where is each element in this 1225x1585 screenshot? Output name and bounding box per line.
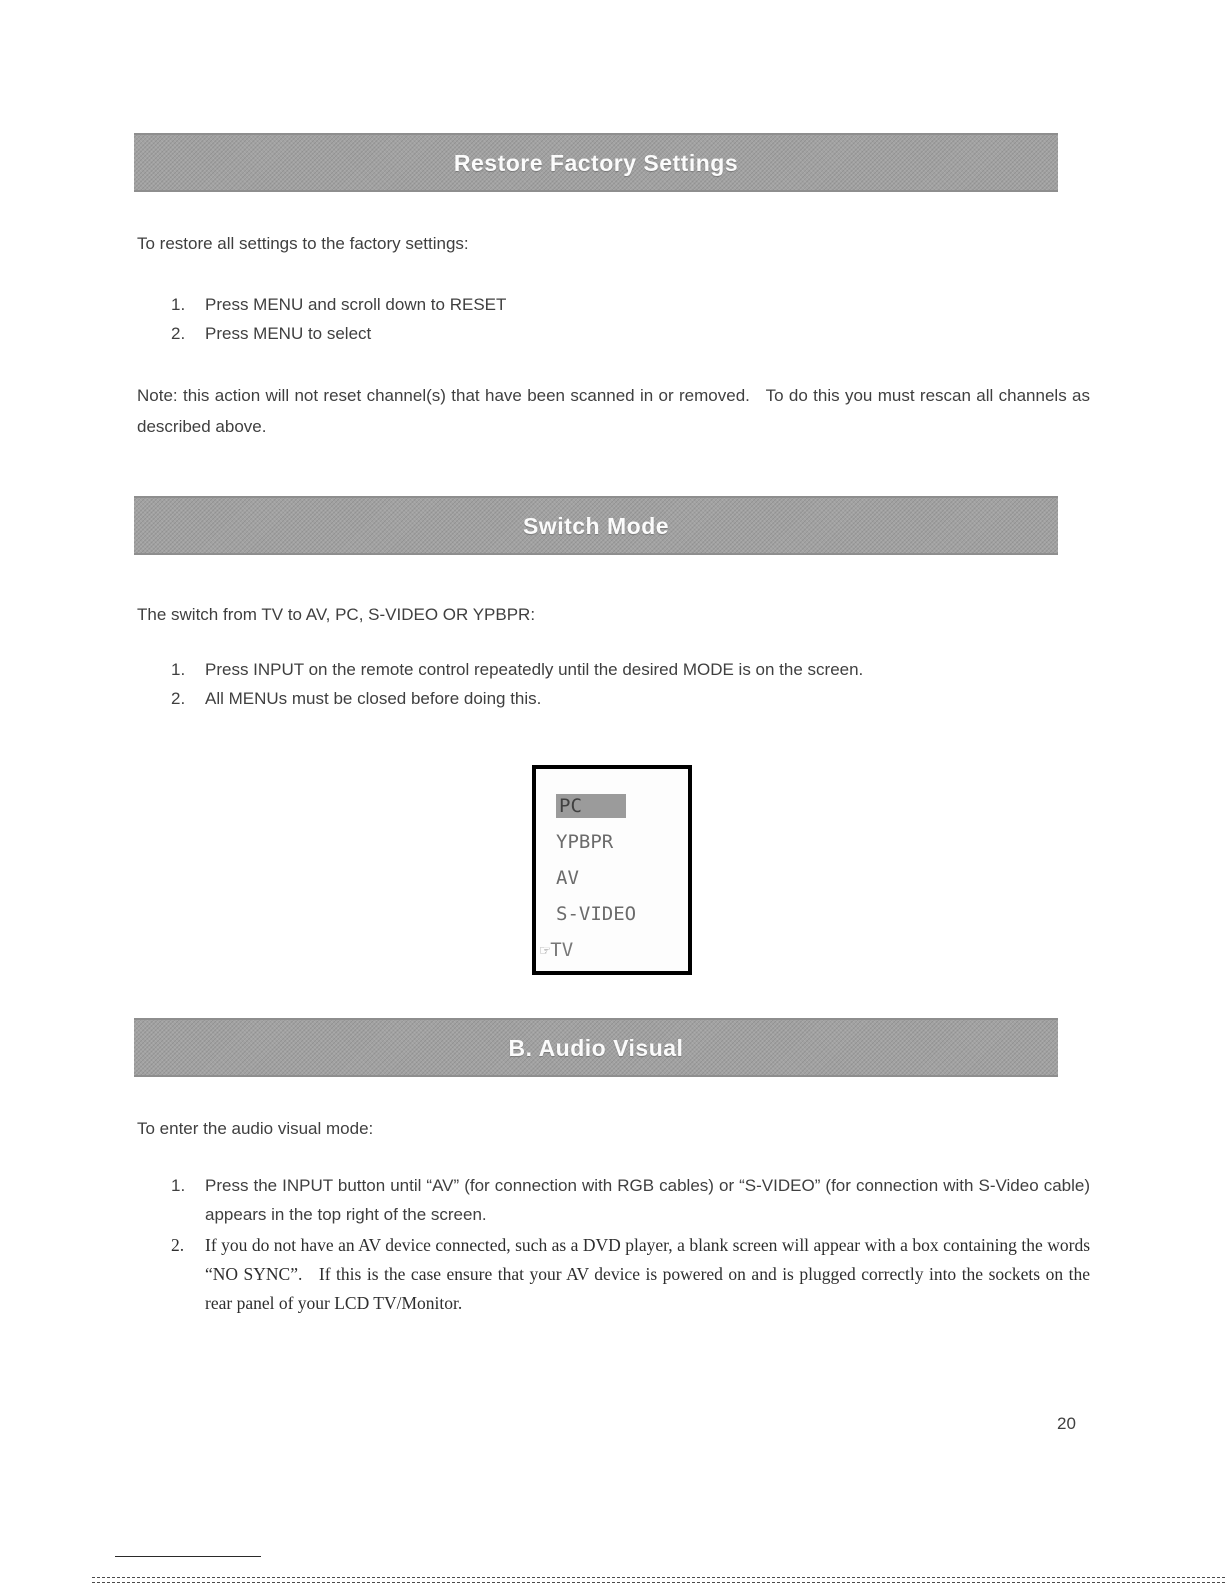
- audio-visual-intro: To enter the audio visual mode:: [137, 1119, 374, 1138]
- osd-menu-item-av: [556, 867, 688, 903]
- list-item: [134, 290, 1090, 319]
- switch-mode-intro: The switch from TV to AV, PC, S-VIDEO OR YPBPR:: [137, 605, 536, 624]
- list-item: [134, 1231, 1095, 1318]
- step-text: Press the INPUT button until “AV” (for connection with RGB cables) or “S-VIDEO” (for connection with S-Video cable) appears in the top right of the screen.: [205, 1176, 1095, 1224]
- list-item: [134, 1171, 1095, 1229]
- step-text: Press INPUT on the remote control repeatedly until the desired MODE is on the screen.: [205, 660, 864, 679]
- switch-mode-steps: [134, 655, 1090, 713]
- step-text: All MENUs must be closed before doing this.: [205, 689, 542, 708]
- page-number: 20: [1057, 1414, 1076, 1433]
- list-item: [134, 319, 1090, 348]
- osd-item-label: TV: [550, 939, 574, 961]
- restore-intro: To restore all settings to the factory settings:: [137, 234, 469, 253]
- osd-item-label: AV: [556, 867, 579, 889]
- list-item: [134, 684, 1090, 713]
- osd-item-label: S-VIDEO: [556, 903, 637, 925]
- osd-input-menu: [532, 765, 692, 975]
- list-item: [134, 655, 1090, 684]
- step-text: Press MENU and scroll down to RESET: [205, 295, 507, 314]
- osd-selected-highlight: PC: [556, 794, 626, 818]
- step-number: 2.: [171, 689, 186, 708]
- step-number: 1.: [171, 295, 186, 314]
- pointer-hand-icon: ☞: [540, 941, 551, 961]
- footer-underline: [115, 1556, 261, 1557]
- footer-border: [92, 1577, 1225, 1583]
- step-text: If you do not have an AV device connected, such as a DVD player, a blank screen will appear with a box containing the words “NO SYNC”. If this is the case ensure that your AV device is powered on and is plugged correctly into the sockets on the rear panel of your LCD TV/Monitor.: [205, 1235, 1095, 1313]
- osd-menu-item-s-video: [556, 903, 688, 939]
- audio-visual-steps: [134, 1171, 1095, 1318]
- osd-item-label: YPBPR: [556, 831, 614, 853]
- section-header-switch-mode: Switch Mode: [134, 496, 1058, 555]
- step-number: 2.: [171, 324, 186, 343]
- section-header-audio-visual: B. Audio Visual: [134, 1018, 1058, 1077]
- osd-menu-item-pc: [556, 795, 688, 831]
- restore-note: Note: this action will not reset channel(s) that have been scanned in or removed. To do this you must rescan all channels as described above.: [137, 386, 1095, 436]
- restore-steps: [134, 290, 1090, 348]
- section-header-restore-factory-settings: Restore Factory Settings: [134, 133, 1058, 192]
- step-number: 2.: [171, 1235, 185, 1255]
- osd-menu-item-ypbpr: [556, 831, 688, 867]
- osd-menu-item-tv: [540, 939, 688, 975]
- step-number: 1.: [171, 1176, 186, 1195]
- step-number: 1.: [171, 660, 186, 679]
- step-text: Press MENU to select: [205, 324, 372, 343]
